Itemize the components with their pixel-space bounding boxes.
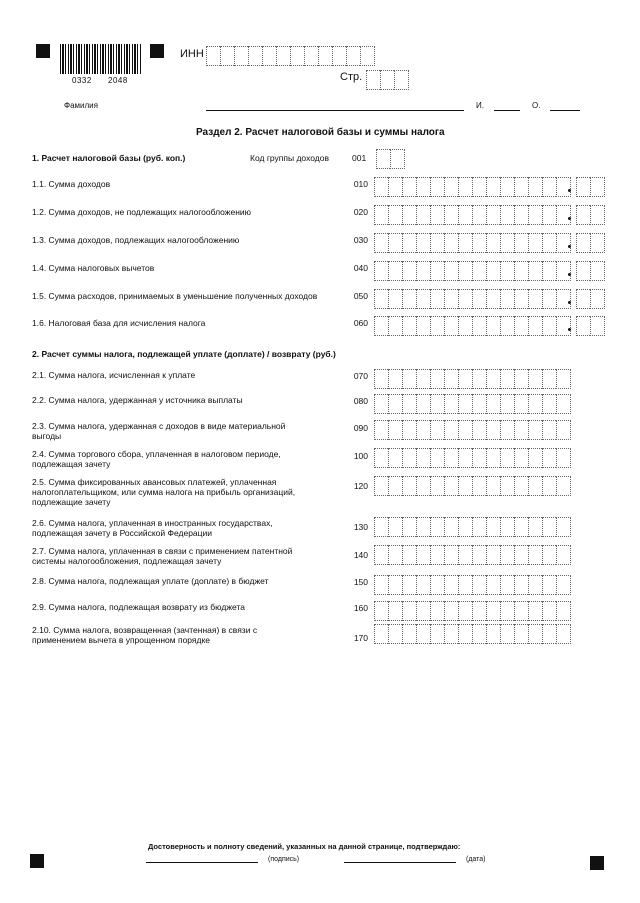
decimal-point — [568, 217, 571, 220]
part2-row-amount-field[interactable] — [374, 476, 571, 496]
decimal-point — [568, 273, 571, 276]
part2-row-label: 2.4. Сумма торгового сбора, уплаченная в налоговом периоде, подлежащая зачету — [32, 449, 281, 469]
part2-row-code: 160 — [353, 603, 368, 613]
initial-middle-field[interactable] — [550, 110, 580, 111]
income-group-field[interactable] — [376, 149, 405, 169]
part2-row-label: 2.3. Сумма налога, удержанная с доходов в виде материальной выгоды — [32, 421, 286, 441]
decimal-point — [568, 301, 571, 304]
part1-row-code: 030 — [353, 235, 368, 245]
part2-row-code: 120 — [353, 481, 368, 491]
part2-row-label: 2.9. Сумма налога, подлежащая возврату из бюджета — [32, 602, 245, 612]
part2-row-label: 2.5. Сумма фиксированных авансовых платежей, уплаченная налогоплательщиком, или сумма налога на прибыль организаций, подлежащие зачету — [32, 477, 296, 507]
part1-row-code: 020 — [353, 207, 368, 217]
part2-row-code: 100 — [353, 451, 368, 461]
part1-title: 1. Расчет налоговой базы (руб. коп.) — [32, 153, 186, 163]
part1-row-rubles-field[interactable] — [374, 177, 571, 197]
part1-row-kopecks-field[interactable] — [576, 289, 605, 309]
income-group-label: Код группы доходов — [250, 153, 329, 163]
part2-row-code: 070 — [353, 371, 368, 381]
inn-label: ИНН — [180, 48, 204, 60]
part2-row-code: 140 — [353, 550, 368, 560]
part2-row-code: 150 — [353, 577, 368, 587]
corner-marker-top-mid — [150, 44, 164, 58]
initial-first-field[interactable] — [494, 110, 520, 111]
barcode-number-right: 2048 — [108, 76, 128, 85]
part2-row-code: 130 — [353, 522, 368, 532]
date-field[interactable] — [344, 862, 456, 863]
part1-row-rubles-field[interactable] — [374, 316, 571, 336]
part2-row-amount-field[interactable] — [374, 601, 571, 621]
part1-row-kopecks-field[interactable] — [576, 233, 605, 253]
part1-row-label: 1.4. Сумма налоговых вычетов — [32, 263, 155, 273]
corner-marker-bottom-right — [590, 856, 604, 870]
part1-row-kopecks-field[interactable] — [576, 316, 605, 336]
page-number-field[interactable] — [366, 70, 409, 90]
surname-label: Фамилия — [64, 101, 98, 110]
initial-first-label: И. — [476, 101, 484, 110]
surname-field[interactable] — [206, 110, 464, 111]
decimal-point — [568, 189, 571, 192]
part1-row-rubles-field[interactable] — [374, 205, 571, 225]
date-label: (дата) — [466, 856, 486, 863]
part2-row-amount-field[interactable] — [374, 448, 571, 468]
decimal-point — [568, 245, 571, 248]
corner-marker-top-left — [36, 44, 50, 58]
part2-row-label: 2.1. Сумма налога, исчисленная к уплате — [32, 370, 196, 380]
part2-row-code: 090 — [353, 423, 368, 433]
part2-row-amount-field[interactable] — [374, 394, 571, 414]
part1-row-kopecks-field[interactable] — [576, 205, 605, 225]
part2-row-label: 2.8. Сумма налога, подлежащая уплате (доплате) в бюджет — [32, 576, 269, 586]
part2-row-code: 170 — [353, 633, 368, 643]
part2-row-amount-field[interactable] — [374, 369, 571, 389]
part2-row-amount-field[interactable] — [374, 420, 571, 440]
barcode-number-left: 0332 — [72, 76, 92, 85]
section-title: Раздел 2. Расчет налоговой базы и суммы налога — [196, 127, 445, 138]
part1-row-label: 1.1. Сумма доходов — [32, 179, 111, 189]
part1-row-rubles-field[interactable] — [374, 261, 571, 281]
page-label: Стр. — [340, 71, 363, 83]
part1-row-code: 050 — [353, 291, 368, 301]
part1-row-label: 1.3. Сумма доходов, подлежащих налогообложению — [32, 235, 240, 245]
signature-label: (подпись) — [268, 856, 300, 863]
decimal-point — [568, 328, 571, 331]
part1-row-kopecks-field[interactable] — [576, 261, 605, 281]
part2-title: 2. Расчет суммы налога, подлежащей уплате (доплате) / возврату (руб.) — [32, 349, 336, 359]
part1-row-label: 1.6. Налоговая база для исчисления налога — [32, 318, 206, 328]
part2-row-amount-field[interactable] — [374, 575, 571, 595]
part1-row-rubles-field[interactable] — [374, 233, 571, 253]
part1-row-code: 010 — [353, 179, 368, 189]
initial-middle-label: О. — [532, 101, 541, 110]
barcode — [60, 44, 142, 74]
inn-field[interactable] — [206, 46, 375, 66]
income-group-code: 001 — [352, 153, 367, 163]
part2-row-amount-field[interactable] — [374, 545, 571, 565]
part2-row-code: 080 — [353, 396, 368, 406]
part1-row-code: 040 — [353, 263, 368, 273]
part2-row-label: 2.6. Сумма налога, уплаченная в иностранных государствах, подлежащая зачету в Российской Федерации — [32, 518, 273, 538]
part2-row-amount-field[interactable] — [374, 624, 571, 644]
part1-row-rubles-field[interactable] — [374, 289, 571, 309]
part1-row-label: 1.2. Сумма доходов, не подлежащих налогообложению — [32, 207, 252, 217]
part2-row-amount-field[interactable] — [374, 517, 571, 537]
part1-row-label: 1.5. Сумма расходов, принимаемых в уменьшение полученных доходов — [32, 291, 318, 301]
part1-row-code: 060 — [353, 318, 368, 328]
part1-row-kopecks-field[interactable] — [576, 177, 605, 197]
part2-row-label: 2.2. Сумма налога, удержанная у источника выплаты — [32, 395, 243, 405]
part2-row-label: 2.7. Сумма налога, уплаченная в связи с применением патентной системы налогообложения, подлежащая зачету — [32, 546, 293, 566]
confirmation-text: Достоверность и полноту сведений, указанных на данной странице, подтверждаю: — [148, 842, 461, 851]
part2-row-label: 2.10. Сумма налога, возвращенная (зачтенная) в связи с применением вычета в упрощенном порядке — [32, 625, 258, 645]
corner-marker-bottom-left — [30, 854, 44, 868]
signature-field[interactable] — [146, 862, 258, 863]
